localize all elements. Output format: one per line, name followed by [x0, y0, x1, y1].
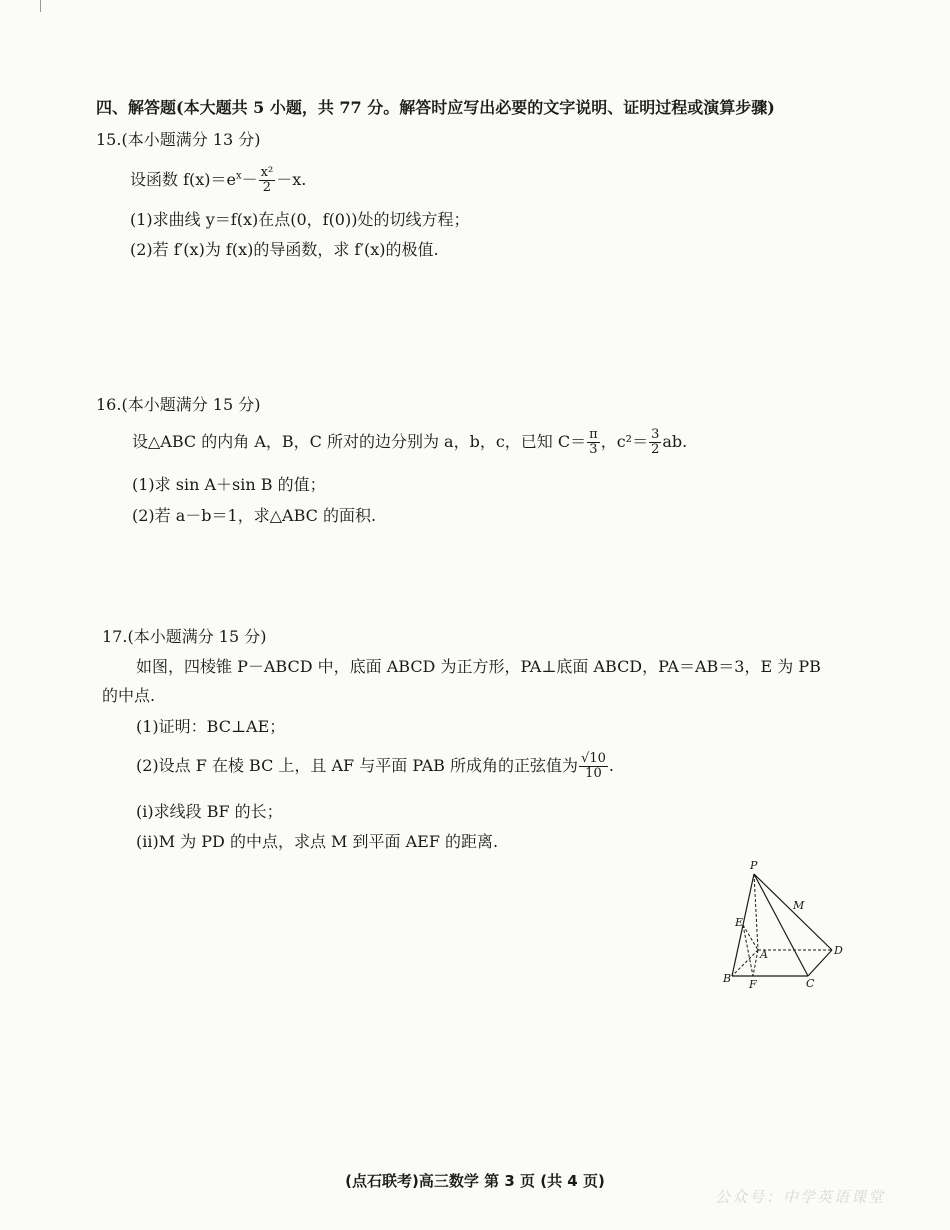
q17-header: 17.(本小题满分 15 分) [102, 627, 267, 646]
edge-PD [754, 874, 832, 950]
watermark: 公众号：中学英语课堂 [715, 1188, 886, 1206]
pyramid-figure [718, 858, 848, 992]
q15-stem [130, 166, 306, 195]
q17-stem-line2: 的中点. [102, 686, 156, 705]
q15-fraction [259, 166, 276, 195]
q15-frac-num: x² [260, 165, 274, 180]
label-P: P [750, 859, 758, 872]
q15-stem-exp: x [236, 170, 242, 182]
q16-stem [132, 428, 687, 457]
q15-stem-suffix: －x. [276, 170, 307, 189]
edge-CD [808, 950, 832, 976]
q17-sub1: (ⅰ)求线段 BF 的长； [136, 802, 283, 821]
q17-part2-prefix: (2)设点 F 在棱 BC 上，且 AF 与平面 PAB 所成角的正弦值为 [136, 756, 579, 775]
page-edge-mark [40, 0, 41, 12]
q17-sub2: (ⅱ)M 为 PD 的中点，求点 M 到平面 AEF 的距离. [136, 832, 499, 851]
section-heading: 四、解答题(本大题共 5 小题，共 77 分。解答时应写出必要的文字说明、证明过程或演算步骤) [96, 98, 775, 117]
q16-fraction-2 [649, 428, 661, 457]
q16-stem-mid: ，c²＝ [600, 432, 649, 451]
q17-fraction [579, 752, 608, 781]
q17-part2 [136, 752, 614, 781]
label-D: D [834, 944, 843, 957]
q16-fraction-1 [587, 428, 600, 457]
q17-part1: (1)证明：BC⊥AE； [136, 717, 286, 736]
label-C: C [806, 977, 815, 990]
label-A: A [760, 948, 768, 961]
label-F: F [749, 978, 757, 991]
label-B: B [723, 972, 732, 985]
page-footer: (点石联考)高三数学 第 3 页 (共 4 页) [345, 1172, 605, 1190]
q15-header: 15.(本小题满分 13 分) [96, 130, 261, 149]
label-E: E [735, 916, 744, 929]
segment-EF [743, 925, 753, 976]
q16-frac1-num: π [589, 427, 598, 442]
q15-part1: (1)求曲线 y＝f(x)在点(0，f(0))处的切线方程； [130, 210, 470, 229]
q17-frac-num: √10 [581, 751, 606, 766]
q16-stem-prefix: 设△ABC 的内角 A，B，C 所对的边分别为 a，b，c，已知 C＝ [132, 432, 587, 451]
q16-part2: (2)若 a－b＝1，求△ABC 的面积. [132, 506, 377, 525]
q17-stem-line1: 如图，四棱锥 P－ABCD 中，底面 ABCD 为正方形，PA⊥底面 ABCD，PA＝AB＝3，E 为 PB [136, 657, 821, 676]
q16-part1: (1)求 sin A＋sin B 的值； [132, 475, 326, 494]
q16-frac2-den: 2 [651, 442, 660, 457]
label-M: M [793, 899, 805, 912]
q16-frac2-num: 3 [651, 427, 660, 442]
q15-stem-minus: － [241, 170, 258, 189]
edge-PA [754, 874, 758, 950]
q16-frac1-den: 3 [589, 442, 598, 457]
q16-header: 16.(本小题满分 15 分) [96, 395, 261, 414]
q16-stem-suffix: ab. [662, 432, 688, 451]
q17-part2-suffix: . [608, 756, 614, 775]
q17-frac-den: 10 [585, 766, 602, 781]
q15-part2: (2)若 f′(x)为 f(x)的导函数，求 f′(x)的极值. [130, 240, 439, 259]
q15-stem-prefix: 设函数 f(x)＝e [130, 170, 236, 189]
q15-frac-den: 2 [262, 180, 272, 195]
